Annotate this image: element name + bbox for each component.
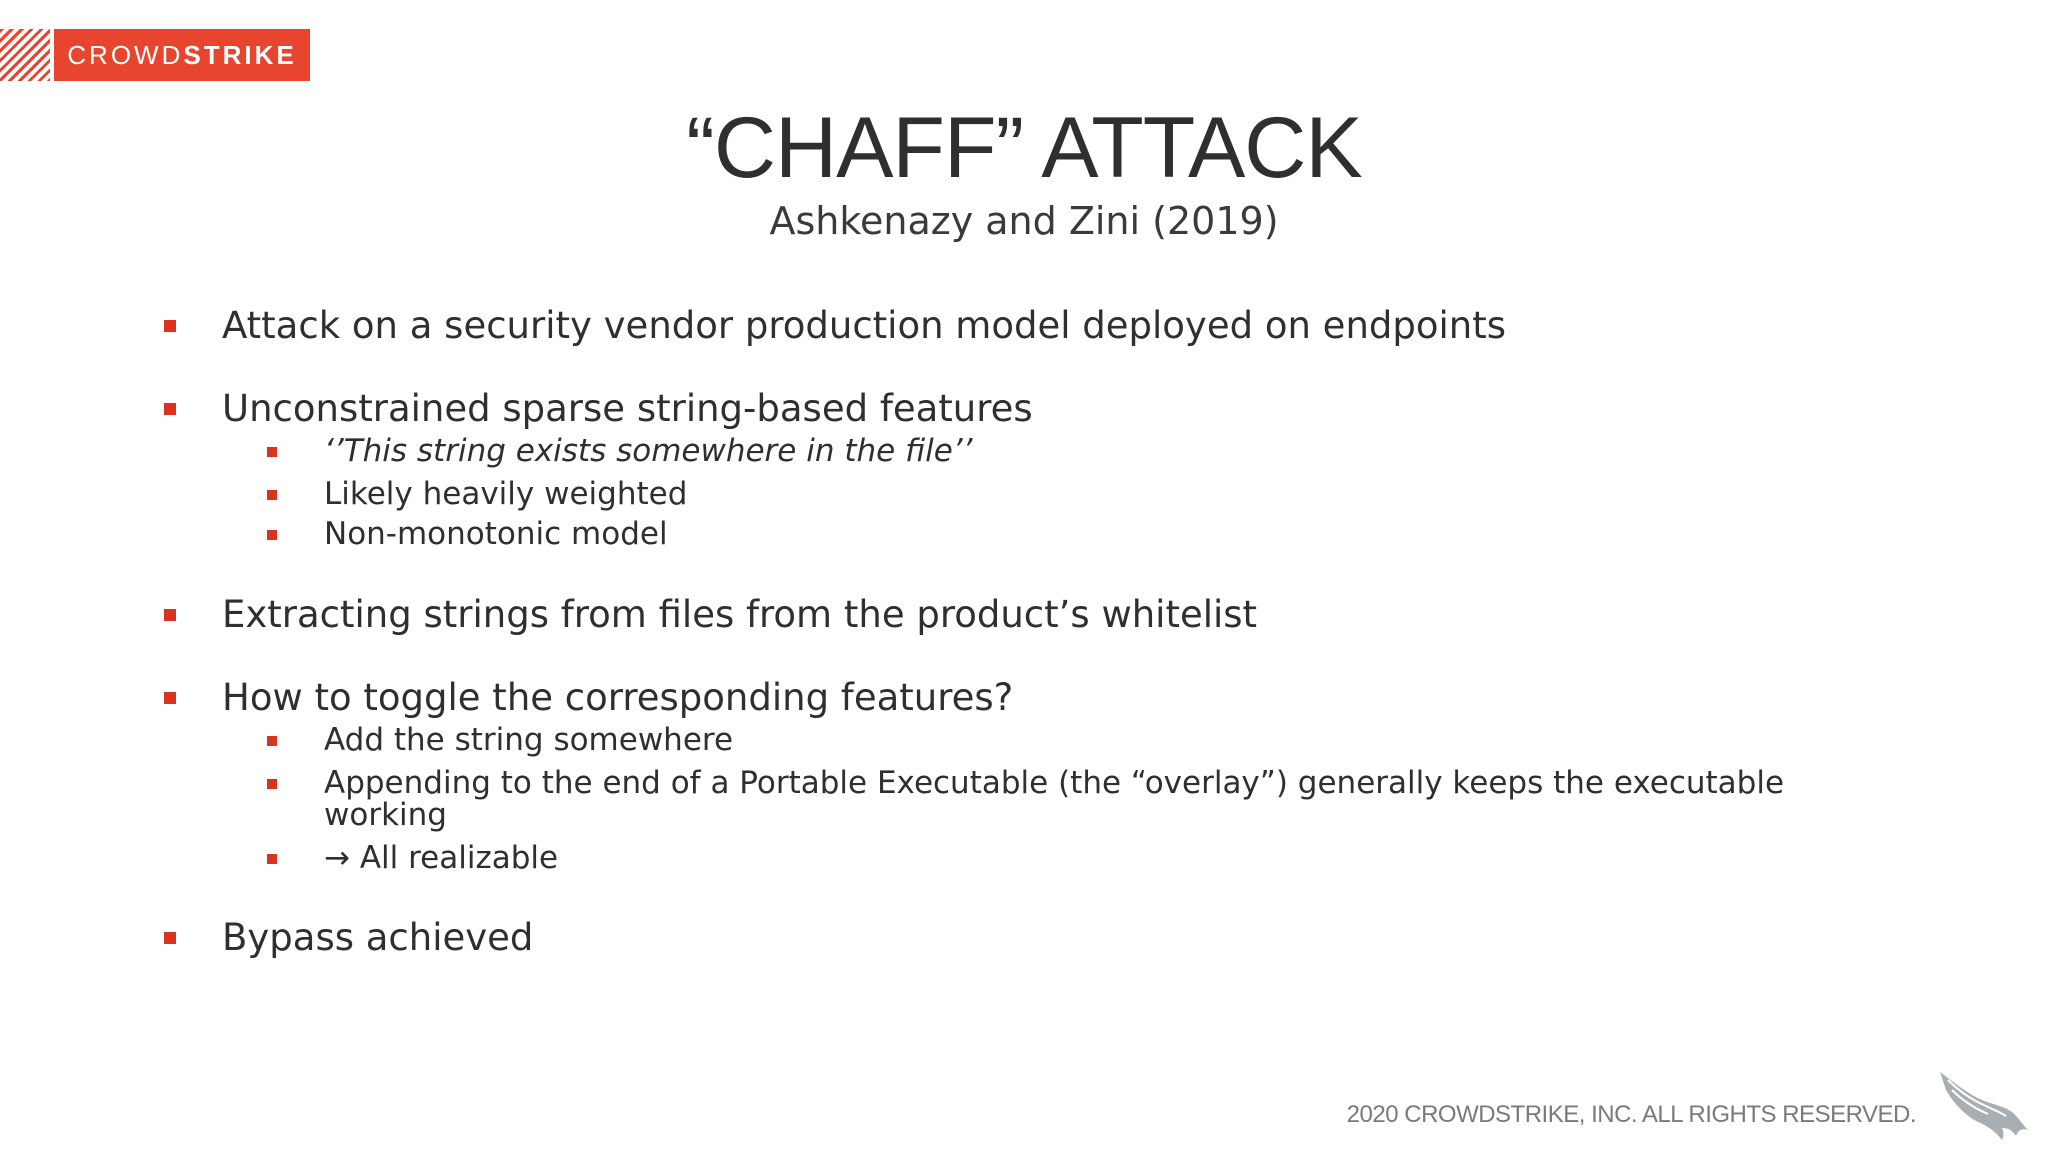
bullet-item-1 — [222, 306, 1506, 346]
sub-bullet-item-2-3 — [324, 518, 668, 551]
bullet-text: How to toggle the corresponding features? — [222, 676, 1014, 719]
bullet-item-3 — [222, 595, 1257, 635]
footer-copyright: 2020 CROWDSTRIKE, INC. ALL RIGHTS RESERVED. — [1346, 1101, 1916, 1128]
sub-bullet-text: Likely heavily weighted — [324, 476, 688, 512]
bullet-square-icon — [267, 490, 277, 500]
bullet-text: Extracting strings from files from the product’s whitelist — [222, 593, 1258, 636]
bullet-item-4 — [222, 678, 1013, 718]
sub-bullet-item-4-2 — [324, 767, 1784, 800]
bullet-square-icon — [267, 530, 277, 540]
logo-stripes-icon — [0, 29, 50, 81]
sub-bullet-item-4-2-continued — [324, 799, 447, 832]
sub-bullet-item-2-2 — [324, 478, 687, 511]
crowdstrike-logo — [0, 29, 310, 81]
bullet-text: Bypass achieved — [222, 916, 534, 959]
falcon-logo-icon — [1938, 1070, 2030, 1142]
bullet-square-icon — [164, 609, 176, 621]
sub-bullet-text: → All realizable — [324, 840, 559, 876]
bullet-text: Attack on a security vendor production model deployed on endpoints — [222, 304, 1507, 347]
slide-subtitle: Ashkenazy and Zini (2019) — [769, 199, 1279, 243]
sub-bullet-item-4-3 — [324, 842, 558, 875]
logo-wordmark — [54, 29, 310, 81]
bullet-item-2 — [222, 389, 1033, 429]
sub-bullet-text: Non-monotonic model — [324, 516, 668, 552]
bullet-square-icon — [267, 779, 277, 789]
bullet-square-icon — [267, 854, 277, 864]
logo-text-strike: STRIKE — [183, 39, 297, 70]
bullet-square-icon — [164, 403, 176, 415]
sub-bullet-text: Add the string somewhere — [324, 722, 734, 758]
sub-bullet-text: ‘’This string exists somewhere in the file’’ — [324, 433, 973, 469]
bullet-square-icon — [164, 932, 176, 944]
logo-text-crowd: CROWD — [67, 39, 184, 70]
sub-bullet-text: Appending to the end of a Portable Executable (the “overlay”) generally keeps the executable — [324, 765, 1785, 801]
bullet-square-icon — [164, 320, 176, 332]
slide-title: “CHAFF” ATTACK — [686, 100, 1362, 196]
sub-bullet-text: working — [324, 797, 447, 833]
sub-bullet-item-2-1 — [324, 435, 973, 468]
sub-bullet-item-4-1 — [324, 724, 733, 757]
bullet-text: Unconstrained sparse string-based features — [222, 387, 1033, 430]
bullet-item-5 — [222, 918, 533, 958]
bullet-square-icon — [267, 447, 277, 457]
bullet-square-icon — [267, 736, 277, 746]
bullet-square-icon — [164, 692, 176, 704]
